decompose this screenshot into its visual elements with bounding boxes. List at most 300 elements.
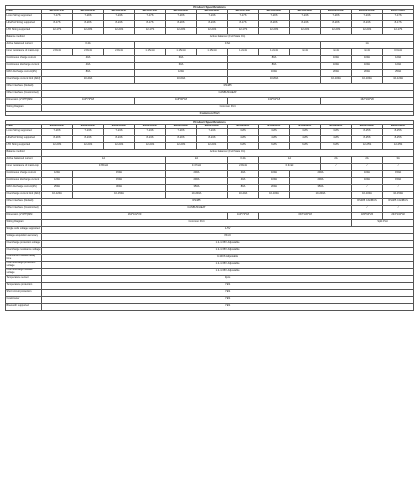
spec-label: Balance method — [6, 149, 42, 156]
spec-row — [6, 90, 414, 97]
spec-value: 80A — [228, 55, 321, 62]
spec-value: 1mΩ — [290, 48, 321, 55]
spec-value: YES — [42, 289, 414, 296]
spec-value: 2.8mΩ — [42, 48, 73, 55]
spec-value: 1.15mΩ — [166, 48, 197, 55]
spec-value: 7-24S — [197, 13, 228, 20]
spec-value: 40A — [228, 177, 259, 184]
spec-value: 10-60A — [135, 76, 228, 83]
spec-value: 100A — [259, 177, 290, 184]
spec-value: 3-8S — [321, 128, 352, 135]
spec-value: 12-24S — [104, 142, 135, 149]
spec-value: CANBUS/HEAT — [42, 205, 352, 212]
spec-value: 8-24S — [73, 135, 104, 142]
spec-value: Split Port — [352, 219, 414, 226]
spec-value: 8-24S — [352, 20, 383, 27]
spec-value: 7-17S — [42, 13, 73, 20]
model-name: BD4A24S4P — [104, 9, 135, 13]
spec-value: 8-25S — [383, 128, 414, 135]
spec-label: Temperature protection — [6, 282, 42, 289]
spec-value: 12-20S — [42, 142, 73, 149]
spec-value: 1mΩ — [352, 48, 383, 55]
spec-value: Common Port — [42, 219, 352, 226]
spec-value: 0.6A — [135, 41, 321, 48]
model-name: B2A8S20P — [321, 124, 352, 128]
model-name: BD4A20S8P — [259, 9, 290, 13]
spec-value: 110*73*18 — [42, 97, 135, 104]
spec-value: 0.4A — [42, 41, 135, 48]
spec-row — [6, 254, 414, 261]
spec-row — [6, 142, 414, 149]
model-name: B1A20S15P — [42, 124, 73, 128]
spec-row — [6, 296, 414, 303]
model-name: BD4A24S10P — [352, 9, 383, 13]
spec-value: 1.2-4.35V Adjustable — [42, 247, 414, 254]
spec-value: 180*94*26 — [352, 212, 383, 219]
spec-value: 7-17S — [228, 13, 259, 20]
spec-value: 6-8S — [321, 142, 352, 149]
spec-row — [6, 83, 414, 90]
spec-value: 7-24S — [73, 128, 104, 135]
spec-value: 100A — [259, 170, 290, 177]
model-name: B2A8S20P — [228, 124, 259, 128]
spec-value: 10-100A — [352, 191, 383, 198]
spec-value: 8-24S — [290, 20, 321, 27]
spec-row — [6, 41, 414, 48]
spec-value: 3pcs — [42, 275, 414, 282]
spec-row — [6, 303, 414, 310]
spec-value: RS485 CANBUS — [383, 198, 414, 205]
spec-value: 12-24S — [135, 142, 166, 149]
spec-value: 10-40A — [228, 191, 259, 198]
spec-value: 1mΩ — [321, 48, 352, 55]
model-name: B3A25S20P — [383, 124, 414, 128]
spec-value: 132*91*18 — [228, 97, 321, 104]
spec-value: 8-24S — [197, 135, 228, 142]
spec-value: 200A — [166, 170, 228, 177]
spec-value: / — [352, 163, 383, 170]
spec-value: 0.3mΩ — [259, 163, 321, 170]
spec-row — [6, 62, 414, 69]
spec-value: 200A — [259, 184, 290, 191]
spec-value: 120A — [383, 55, 414, 62]
spec-value: 7-20S — [166, 13, 197, 20]
spec-value: 8-17S — [383, 20, 414, 27]
interstitial-row — [6, 111, 414, 115]
item-header: ITEM — [6, 9, 42, 13]
spec-sheet — [5, 5, 413, 311]
spec-label: Voltage acquisition accuracy — [6, 233, 42, 240]
spec-value: 7-20S — [321, 13, 352, 20]
spec-label: Active balanced current — [6, 156, 42, 163]
spec-value: 8-24S — [197, 20, 228, 27]
spec-value: 350A — [166, 184, 228, 191]
spec-value: 80A — [228, 62, 321, 69]
table-title: Product Specifications — [6, 120, 414, 124]
spec-value: 162*102*20 — [321, 97, 414, 104]
spec-value: 150A — [383, 170, 414, 177]
spec-row — [6, 55, 414, 62]
spec-value: YES — [42, 296, 414, 303]
spec-value: / — [383, 184, 414, 191]
model-name: BD4A17S4P — [42, 9, 73, 13]
spec-value: / — [383, 163, 414, 170]
spec-value: 40A — [42, 62, 135, 69]
spec-value: RS485 — [42, 198, 352, 205]
spec-value: 100A — [352, 170, 383, 177]
spec-value: 200A — [352, 69, 383, 76]
spec-value: 2.8mΩ — [104, 48, 135, 55]
spec-label: Active balanced current — [6, 41, 42, 48]
spec-value: 10-40A — [42, 76, 135, 83]
spec-label: Other interface (Customized) — [6, 205, 42, 212]
spec-label: Dimension (L*W*H)MM — [6, 97, 42, 104]
spec-label: Wiring Diagram — [6, 104, 42, 111]
spec-label: LiFePo4 String supported — [6, 20, 42, 27]
spec-value: 120A — [42, 170, 73, 177]
spec-value: 8-17S — [42, 20, 73, 27]
spec-value: 7-17S — [135, 13, 166, 20]
spec-row — [6, 268, 414, 275]
spec-value: 10-200A — [290, 191, 352, 198]
spec-value: 10-80A — [228, 76, 321, 83]
spec-value: 12-17S — [135, 27, 166, 34]
spec-value: 8-25S — [383, 135, 414, 142]
spec-label: Overcharge current limit (ADJ) — [6, 76, 42, 83]
spec-value: 2.8mΩ — [228, 163, 259, 170]
spec-value: 8-20S — [42, 135, 73, 142]
spec-row — [6, 156, 414, 163]
model-name: B1A8S20P — [290, 124, 321, 128]
spec-value: 0.6mΩ — [383, 48, 414, 55]
spec-row — [6, 104, 414, 111]
spec-value: 150A — [73, 170, 166, 177]
spec-value: 8-17S — [228, 20, 259, 27]
spec-value: 1.15mΩ — [197, 48, 228, 55]
spec-value: 12-20S — [166, 27, 197, 34]
spec-value: 2A — [166, 156, 228, 163]
spec-row — [6, 233, 414, 240]
spec-value: 1.2mΩ — [259, 48, 290, 55]
spec-value: 8-20S — [321, 20, 352, 27]
spec-value: 8-25S — [352, 128, 383, 135]
spec-value: 12-20S — [321, 27, 352, 34]
spec-value: 200A — [290, 170, 352, 177]
spec-value: 7-17S — [383, 13, 414, 20]
spec-value: 120A — [383, 62, 414, 69]
spec-label: Balance method — [6, 34, 42, 41]
model-name: BD4A20S4P — [73, 9, 104, 13]
spec-label: Inner resistance of mainLoop — [6, 163, 42, 170]
spec-value: 6-8S — [228, 142, 259, 149]
spec-label: Short circuit protection — [6, 289, 42, 296]
spec-value: 12-20S — [166, 142, 197, 149]
spec-value: 153*136*18 — [259, 212, 352, 219]
spec-value: 100A — [352, 177, 383, 184]
spec-value: 8-20S — [259, 20, 290, 27]
spec-value: 10-120A — [42, 191, 73, 198]
spec-row — [6, 20, 414, 27]
spec-value: 150A — [73, 177, 166, 184]
spec-label: Overcharge resistance voltage — [6, 247, 42, 254]
spec-value: 7-24S — [197, 128, 228, 135]
spec-row — [6, 135, 414, 142]
spec-row — [6, 76, 414, 83]
spec-label: Other interface (Customized) — [6, 90, 42, 97]
spec-label: Coulometer — [6, 296, 42, 303]
spec-row — [6, 282, 414, 289]
spec-value: 8-24S — [104, 135, 135, 142]
spec-row — [6, 247, 414, 254]
spec-label: LTO String supported — [6, 142, 42, 149]
model-name: BD4A24S6P — [197, 9, 228, 13]
table-title: Product Specifications — [6, 6, 414, 10]
spec-value: 2A — [321, 156, 352, 163]
spec-value: / — [352, 205, 383, 212]
spec-value: 116*90*18 — [135, 97, 228, 104]
spec-value: YES — [42, 303, 414, 310]
spec-value: 8-20S — [73, 20, 104, 27]
spec-value: 12-17S — [383, 27, 414, 34]
spec-label: Temperature sensor — [6, 275, 42, 282]
spec-value: 0.4A — [228, 156, 259, 163]
spec-row — [6, 170, 414, 177]
spec-value: 1.2-4.35V Adjustable — [42, 240, 414, 247]
spec-value: 40A — [228, 170, 259, 177]
spec-row — [6, 48, 414, 55]
model-name: BD4A24S8P — [290, 9, 321, 13]
model-name: B1A17S12P — [383, 9, 414, 13]
model-name: B2A25S20P — [352, 124, 383, 128]
spec-value: Active balancer (Full State On) — [42, 149, 414, 156]
spec-value: 100A — [352, 55, 383, 62]
spec-value: 80A — [42, 69, 135, 76]
interstitial-label: Common Port — [6, 111, 414, 115]
spec-value: RS485 — [42, 83, 414, 90]
spec-row — [6, 198, 414, 205]
spec-label: Other interface (Default) — [6, 83, 42, 90]
spec-label: LiFePo4 String supported — [6, 135, 42, 142]
spec-value: 7-20S — [259, 13, 290, 20]
spec-value: 1.2mΩ — [228, 48, 259, 55]
spec-value: 4-8S — [290, 135, 321, 142]
spec-label: Over-discharge protection voltage — [6, 261, 42, 268]
spec-value: 8-20S — [166, 20, 197, 27]
spec-label: Bluetooth supported — [6, 303, 42, 310]
spec-value: 10-100A — [352, 76, 383, 83]
spec-value: Common Port — [42, 104, 414, 111]
spec-label: MAX discharge current(2S) — [6, 69, 42, 76]
spec-value: 12-24S — [197, 142, 228, 149]
spec-value: CANBUS/HEAT — [42, 90, 414, 97]
spec-value: 7-24S — [352, 13, 383, 20]
spec-value: 4-8S — [321, 135, 352, 142]
spec-value: 3-8S — [259, 128, 290, 135]
spec-row — [6, 275, 414, 282]
spec-row — [6, 261, 414, 268]
spec-value: 12-24S — [73, 142, 104, 149]
spec-value: 12-25S — [352, 142, 383, 149]
spec-value: 8-24S — [104, 20, 135, 27]
spec-value: 8-24S — [135, 135, 166, 142]
spec-value: 0.65mΩ — [42, 163, 166, 170]
spec-label: MAX discharge current(2S) — [6, 184, 42, 191]
spec-value: 7-20S — [73, 13, 104, 20]
spec-label: LTO String supported — [6, 27, 42, 34]
model-name: B1A24S10P — [104, 124, 135, 128]
spec-label: Over-discharge release voltage — [6, 268, 42, 275]
spec-value: 7-20S — [42, 128, 73, 135]
spec-value: 80A — [228, 184, 259, 191]
spec-value: 0.47mΩ — [166, 163, 228, 170]
spec-value: 60A — [135, 62, 228, 69]
model-name: BD4A20S10P — [321, 9, 352, 13]
spec-value: 10-150A — [73, 191, 166, 198]
spec-value: 2.8mΩ — [73, 48, 104, 55]
spec-value: 3-8S — [290, 128, 321, 135]
spec-value: 350A — [290, 184, 352, 191]
spec-value: 7-24S — [104, 128, 135, 135]
spec-value: 3-8S — [228, 128, 259, 135]
model-name: B1A24S15P — [135, 124, 166, 128]
spec-value: 12-20S — [259, 27, 290, 34]
spec-value: 12-24S — [104, 27, 135, 34]
spec-value: 8-20S — [166, 135, 197, 142]
spec-label: Other interface (Default) — [6, 198, 42, 205]
spec-value: 1.2-4.35V Adjustable — [42, 261, 414, 268]
spec-value: 1.2-4.35V Adjustable — [42, 268, 414, 275]
spec-value: RS485 CANBUS — [352, 198, 383, 205]
spec-value: Active balancer (Full State On) — [42, 34, 414, 41]
spec-value: 110*73*18 — [228, 212, 259, 219]
model-name: BD4A17S8P — [228, 9, 259, 13]
spec-value: / — [352, 184, 383, 191]
spec-value: 8-25S — [352, 135, 383, 142]
spec-row — [6, 97, 414, 104]
spec-row — [6, 69, 414, 76]
spec-value: 150A — [383, 177, 414, 184]
spec-row — [6, 128, 414, 135]
spec-row — [6, 191, 414, 198]
spec-label: Overcurrent release delay time — [6, 254, 42, 261]
spec-label: Continuous charge current — [6, 55, 42, 62]
spec-value: 250A — [42, 184, 73, 191]
spec-value: 1-5V — [42, 226, 414, 233]
spec-value: 160A — [228, 69, 321, 76]
model-name: BD4A20S6P — [166, 9, 197, 13]
spec-table-1 — [5, 5, 414, 116]
spec-value: 7-24S — [104, 13, 135, 20]
spec-value: 300A — [73, 184, 166, 191]
spec-row — [6, 34, 414, 41]
spec-value: 12-20S — [73, 27, 104, 34]
spec-label: Li-ion String supported — [6, 128, 42, 135]
spec-row — [6, 27, 414, 34]
spec-value: YES — [42, 282, 414, 289]
spec-value: 6-8S — [259, 142, 290, 149]
spec-value: 100A — [321, 55, 352, 62]
spec-value: 1A — [42, 156, 166, 163]
spec-label: Continuous charge current — [6, 170, 42, 177]
spec-row — [6, 205, 414, 212]
spec-value: 10-100A — [259, 191, 290, 198]
spec-value: 12-24S — [290, 27, 321, 34]
spec-label: Overcharge protection voltage — [6, 240, 42, 247]
spec-value: 200A — [290, 177, 352, 184]
spec-label: Dimension (L*W*H)MM — [6, 212, 42, 219]
spec-value: 12-17S — [42, 27, 73, 34]
spec-row — [6, 226, 414, 233]
spec-value: 1.15mΩ — [135, 48, 166, 55]
spec-value: 8-17S — [135, 20, 166, 27]
spec-row — [6, 149, 414, 156]
spec-value: 200A — [321, 69, 352, 76]
model-name: B2A20S20P — [166, 124, 197, 128]
model-name: BD4A17S6P — [135, 9, 166, 13]
spec-row — [6, 240, 414, 247]
spec-value: / — [383, 205, 414, 212]
spec-value: 3A — [383, 156, 414, 163]
spec-value: 6-8S — [290, 142, 321, 149]
spec-value: 250A — [383, 69, 414, 76]
spec-value: 10-200A — [166, 191, 228, 198]
spec-value: 60A — [135, 55, 228, 62]
spec-value: 120A — [135, 69, 228, 76]
spec-row — [6, 212, 414, 219]
model-name: B1A8S10P — [259, 124, 290, 128]
model-name: B1A24S15P — [73, 124, 104, 128]
spec-row — [6, 163, 414, 170]
spec-value: 7-24S — [135, 128, 166, 135]
spec-value: 10-100A — [321, 76, 352, 83]
spec-label: Inner resistance of mainLoop — [6, 48, 42, 55]
spec-value: 12-24S — [352, 27, 383, 34]
spec-value: 12-25S — [383, 142, 414, 149]
spec-value: 10-120A — [383, 76, 414, 83]
spec-value: 1A — [321, 41, 414, 48]
spec-row — [6, 219, 414, 226]
spec-label: Wiring Diagram — [6, 219, 42, 226]
spec-value: 100A — [321, 62, 352, 69]
spec-label: Single cells voltage supported — [6, 226, 42, 233]
spec-value: 200A — [166, 177, 228, 184]
spec-value: 4-8S — [259, 135, 290, 142]
spec-value: 162*102*20 — [42, 212, 228, 219]
spec-value: 40A — [42, 55, 135, 62]
spec-value: 7-20S — [166, 128, 197, 135]
spec-value: ±5mV — [42, 233, 414, 240]
spec-value: / — [321, 163, 352, 170]
spec-value: 2A — [352, 156, 383, 163]
spec-label: Continuous discharge current — [6, 177, 42, 184]
spec-row — [6, 289, 414, 296]
spec-value: 12-17S — [228, 27, 259, 34]
spec-value: 10-150A — [383, 191, 414, 198]
spec-value: 1A — [259, 156, 321, 163]
spec-table-2 — [5, 120, 414, 311]
spec-value: 0-100S Adjustable — [42, 254, 414, 261]
spec-value: 4-8S — [228, 135, 259, 142]
item-header: ITEM — [6, 124, 42, 128]
spec-label: Li-ion String supported — [6, 13, 42, 20]
spec-value: 12-24S — [197, 27, 228, 34]
spec-value: 100A — [352, 62, 383, 69]
spec-value: 120A — [42, 177, 73, 184]
model-name: B2A24S20P — [197, 124, 228, 128]
spec-value: 234*134*32 — [383, 212, 414, 219]
spec-row — [6, 184, 414, 191]
spec-row — [6, 177, 414, 184]
